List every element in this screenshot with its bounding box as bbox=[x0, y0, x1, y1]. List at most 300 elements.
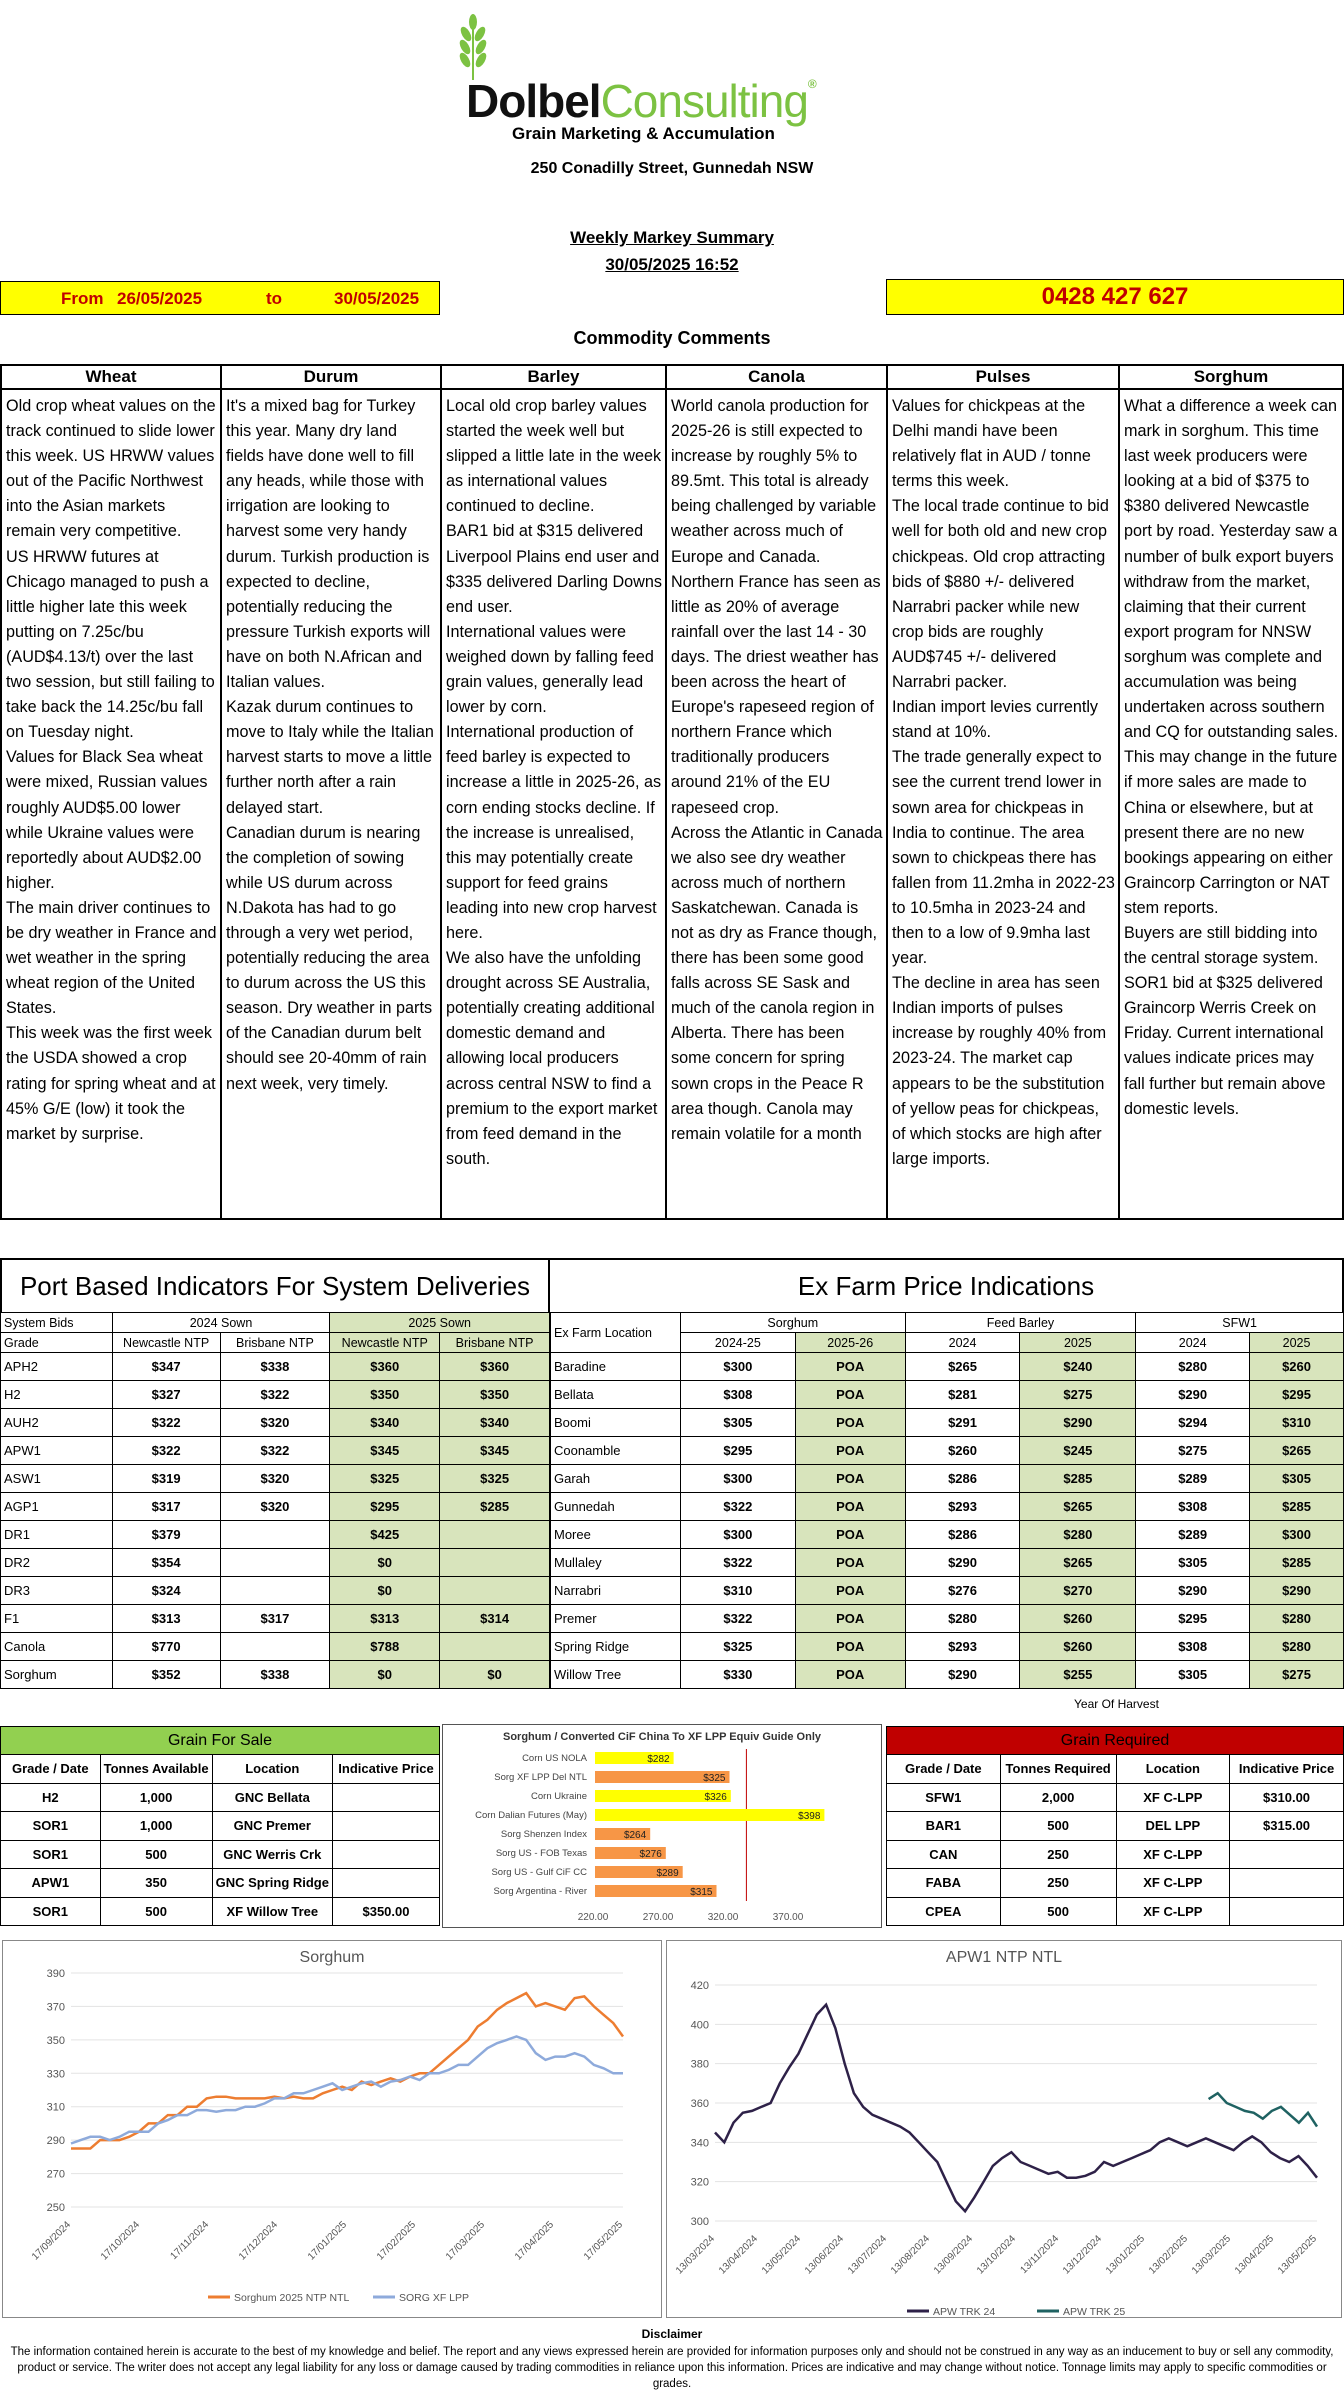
table-row bbox=[551, 1605, 1344, 1633]
price-cell: $325 bbox=[680, 1633, 795, 1661]
price-cell bbox=[440, 1577, 550, 1605]
year-header: 2025 bbox=[1250, 1333, 1344, 1353]
table-cell: XF C-LPP bbox=[1116, 1897, 1229, 1926]
price-cell: POA bbox=[795, 1549, 905, 1577]
grade-header: Grade bbox=[1, 1333, 113, 1353]
column-header: Tonnes Available bbox=[100, 1755, 212, 1784]
y-tick-label: 380 bbox=[690, 2058, 709, 2071]
table-cell: GNC Spring Ridge bbox=[212, 1869, 332, 1898]
price-cell: $265 bbox=[1250, 1437, 1344, 1465]
table-row bbox=[1, 1840, 440, 1869]
price-cell: $350 bbox=[440, 1381, 550, 1409]
price-cell bbox=[440, 1549, 550, 1577]
grade-cell: DR1 bbox=[1, 1521, 113, 1549]
price-cell: $295 bbox=[1250, 1381, 1344, 1409]
price-cell: $788 bbox=[330, 1633, 440, 1661]
column-header: Tonnes Required bbox=[1000, 1755, 1116, 1784]
price-cell: POA bbox=[795, 1661, 905, 1689]
price-cell: $325 bbox=[330, 1465, 440, 1493]
commodity-heading: Barley bbox=[442, 366, 665, 390]
y-tick-label: 350 bbox=[46, 2034, 65, 2047]
price-cell: $295 bbox=[1136, 1605, 1250, 1633]
price-cell: $295 bbox=[330, 1493, 440, 1521]
table-cell: XF Willow Tree bbox=[212, 1897, 332, 1926]
column-header: Grade / Date bbox=[887, 1755, 1001, 1784]
table-row bbox=[1, 1549, 550, 1577]
grade-cell: AUH2 bbox=[1, 1409, 113, 1437]
table-row bbox=[1, 1605, 550, 1633]
price-cell: $317 bbox=[220, 1605, 330, 1633]
price-cell: $305 bbox=[1250, 1465, 1344, 1493]
table-cell: H2 bbox=[1, 1783, 101, 1812]
bar-label: Sorg XF LPP Del NTL bbox=[494, 1772, 587, 1783]
column-header: Indicative Price bbox=[1230, 1755, 1344, 1784]
price-cell: $322 bbox=[220, 1437, 330, 1465]
table-cell bbox=[332, 1783, 439, 1812]
table-row bbox=[1, 1353, 550, 1381]
table-row bbox=[1, 1577, 550, 1605]
y-tick-label: 270 bbox=[46, 2168, 65, 2181]
price-cell: $293 bbox=[905, 1633, 1020, 1661]
table-row bbox=[887, 1783, 1344, 1812]
y-tick-label: 360 bbox=[690, 2098, 709, 2110]
group-header: Feed Barley bbox=[905, 1313, 1136, 1333]
year-header: 2025-26 bbox=[795, 1333, 905, 1353]
y-tick-label: 250 bbox=[46, 2202, 65, 2214]
table-cell: GNC Werris Crk bbox=[212, 1840, 332, 1869]
table-cell: CAN bbox=[887, 1840, 1001, 1869]
sown-2024-header: 2024 Sown bbox=[112, 1313, 330, 1333]
column-header: Newcastle NTP bbox=[112, 1333, 220, 1353]
price-cell: $322 bbox=[112, 1437, 220, 1465]
price-cell: $289 bbox=[1136, 1521, 1250, 1549]
exfarm-location-header: Ex Farm Location bbox=[551, 1313, 681, 1353]
x-tick-label: 13/01/2025 bbox=[1103, 2233, 1148, 2277]
commodity-column-barley bbox=[442, 366, 667, 1218]
price-cell: $270 bbox=[1020, 1577, 1136, 1605]
table-cell: FABA bbox=[887, 1869, 1001, 1898]
location-cell: Narrabri bbox=[551, 1577, 681, 1605]
commodity-text: What a difference a week can mark in sorghum. This time last week producers were looking at a bid of $375 to $380 delivered Newcastle port by road. Yesterday saw a number of bulk export buyers withdraw from the market, claiming that their current export program for NNSW sorghum was complete and accumulation was being undertaken across southern and CQ for outstanding sales. This may change in the future if more sales are made to China or elsewhere, but at present there are no new bookings appearing on either Graincorp Carrington or NAT stem reports. Buyers are still bidding into the central storage system. SOR1 bid at $325 delivered Graincorp Werris Creek on Friday. Current international values indicate prices may fall further but remain above domestic levels. bbox=[1124, 397, 1339, 1118]
price-cell: $360 bbox=[440, 1353, 550, 1381]
location-cell: Moree bbox=[551, 1521, 681, 1549]
table-cell: XF C-LPP bbox=[1116, 1783, 1229, 1812]
location-cell: Premer bbox=[551, 1605, 681, 1633]
table-cell: CPEA bbox=[887, 1897, 1001, 1926]
price-cell: $340 bbox=[440, 1409, 550, 1437]
price-cell: $280 bbox=[1020, 1521, 1136, 1549]
price-cell: $0 bbox=[330, 1549, 440, 1577]
sorghum-line-chart bbox=[2, 1940, 662, 2318]
y-tick-label: 420 bbox=[690, 1980, 709, 1992]
price-cell: $322 bbox=[680, 1549, 795, 1577]
grade-cell: Canola bbox=[1, 1633, 113, 1661]
commodity-column-pulses bbox=[888, 366, 1120, 1218]
commodity-heading: Sorghum bbox=[1120, 366, 1342, 390]
price-cell: $290 bbox=[905, 1549, 1020, 1577]
table-cell: 500 bbox=[100, 1840, 212, 1869]
price-cell: $320 bbox=[220, 1409, 330, 1437]
date-range bbox=[0, 281, 440, 315]
price-cell: $260 bbox=[1250, 1353, 1344, 1381]
price-cell: POA bbox=[795, 1381, 905, 1409]
series-line bbox=[71, 2037, 623, 2144]
table-cell: SOR1 bbox=[1, 1812, 101, 1841]
apw1-line-chart bbox=[666, 1940, 1342, 2318]
column-header: Location bbox=[212, 1755, 332, 1784]
x-tick-label: 13/05/2025 bbox=[1275, 2233, 1320, 2277]
legend-label: APW TRK 25 bbox=[1063, 2306, 1126, 2318]
commodity-comments bbox=[0, 364, 1344, 1220]
price-cell: $300 bbox=[680, 1465, 795, 1493]
price-cell: $340 bbox=[330, 1409, 440, 1437]
grade-cell: AGP1 bbox=[1, 1493, 113, 1521]
table-cell: SOR1 bbox=[1, 1897, 101, 1926]
price-cell: $260 bbox=[905, 1437, 1020, 1465]
location-cell: Coonamble bbox=[551, 1437, 681, 1465]
location-cell: Bellata bbox=[551, 1381, 681, 1409]
price-cell: $275 bbox=[1020, 1381, 1136, 1409]
x-tick-label: 13/09/2024 bbox=[931, 2233, 976, 2277]
price-cell: $260 bbox=[1020, 1633, 1136, 1661]
price-cell: $322 bbox=[680, 1605, 795, 1633]
bar bbox=[595, 1809, 824, 1821]
x-tick-label: 13/07/2024 bbox=[845, 2233, 890, 2277]
commodity-text: Local old crop barley values started the week well but slipped a little late in the week as international values continued to decline. BAR1 bid at $315 delivered Liverpool Plains end user and $335 delivered Darling Downs end user. International values were weighed down by falling feed grain values, generally lead lower by corn. International production of feed barley is expected to increase a little in 2025-26, as corn ending stocks decline. If the increase is unrealised, this may potentially create support for feed grains leading into new crop harvest here. We also have the unfolding drought across SE Australia, potentially creating additional domestic demand and allowing local producers across central NSW to find a premium to the export market from feed demand in the south. bbox=[446, 397, 662, 1168]
apw1-chart-svg bbox=[667, 1941, 1341, 2317]
y-tick-label: 300 bbox=[690, 2216, 709, 2228]
logo bbox=[0, 8, 1344, 143]
x-tick-label: 13/10/2024 bbox=[974, 2233, 1019, 2277]
price-cell: $320 bbox=[220, 1493, 330, 1521]
bar-label: Corn Dalian Futures (May) bbox=[475, 1810, 587, 1821]
x-tick-label: 320.00 bbox=[707, 1912, 739, 1923]
summary-title: Weekly Markey Summary bbox=[570, 228, 774, 247]
wheat-icon bbox=[448, 14, 498, 80]
price-cell bbox=[220, 1633, 330, 1661]
grade-cell: APH2 bbox=[1, 1353, 113, 1381]
price-cell: $324 bbox=[112, 1577, 220, 1605]
price-cell: $281 bbox=[905, 1381, 1020, 1409]
commodity-column-sorghum bbox=[1120, 366, 1342, 1218]
x-tick-label: 17/04/2025 bbox=[512, 2219, 557, 2263]
column-header: Location bbox=[1116, 1755, 1229, 1784]
from-label: From bbox=[61, 289, 104, 308]
commodity-column-canola bbox=[667, 366, 888, 1218]
table-row bbox=[1, 1783, 440, 1812]
table-row bbox=[1, 1812, 440, 1841]
table-row bbox=[1, 1437, 550, 1465]
bar-value-label: $325 bbox=[703, 1773, 726, 1784]
bar-label: Sorg US - Gulf CiF CC bbox=[491, 1867, 587, 1878]
commodity-text: World canola production for 2025-26 is still expected to increase by roughly 5% to 89.5mt. This total is already being challenged by variable weather across much of Europe and Canada. Northern France has seen as little as 20% of average rainfall over the last 14 - 30 days. The driest weather has been across the heart of Europe's rapeseed region of northern France which traditionally producers around 21% of the EU rapeseed crop. Across the Atlantic in Canada we also see dry weather across much of northern Saskatchewan. Canada is not as dry as France though, there has been some good falls across SE Sask and much of the canola region in Alberta. There has been some concern for spring sown crops in the Peace R area though. Canola may remain volatile for a month bbox=[671, 397, 883, 1143]
price-cell: $354 bbox=[112, 1549, 220, 1577]
table-cell: 1,000 bbox=[100, 1812, 212, 1841]
location-cell: Boomi bbox=[551, 1409, 681, 1437]
price-cell: POA bbox=[795, 1465, 905, 1493]
price-cell: $290 bbox=[905, 1661, 1020, 1689]
bar-label: Sorg Shenzen Index bbox=[500, 1829, 587, 1840]
table-cell bbox=[1230, 1869, 1344, 1898]
table-cell: $350.00 bbox=[332, 1897, 439, 1926]
year-header: 2024 bbox=[1136, 1333, 1250, 1353]
x-tick-label: 13/11/2024 bbox=[1018, 2233, 1062, 2276]
table-row bbox=[887, 1812, 1344, 1841]
x-tick-label: 13/05/2024 bbox=[759, 2233, 804, 2277]
system-bids-label: System Bids bbox=[1, 1313, 113, 1333]
y-tick-label: 320 bbox=[690, 2176, 709, 2189]
table-cell bbox=[332, 1812, 439, 1841]
x-tick-label: 370.00 bbox=[772, 1912, 804, 1923]
price-cell: $290 bbox=[1250, 1577, 1344, 1605]
price-cell bbox=[220, 1521, 330, 1549]
price-cell: $317 bbox=[112, 1493, 220, 1521]
price-cell: $294 bbox=[1136, 1409, 1250, 1437]
price-cell: $320 bbox=[220, 1465, 330, 1493]
grade-cell: DR3 bbox=[1, 1577, 113, 1605]
tagline: Grain Marketing & Accumulation bbox=[512, 124, 775, 143]
table-row bbox=[551, 1381, 1344, 1409]
port-table bbox=[0, 1312, 550, 1689]
column-header: Newcastle NTP bbox=[330, 1333, 440, 1353]
price-cell: $308 bbox=[1136, 1633, 1250, 1661]
price-cell: $325 bbox=[440, 1465, 550, 1493]
price-comparison-chart bbox=[442, 1724, 882, 1928]
column-header: Grade / Date bbox=[1, 1755, 101, 1784]
legend-label: APW TRK 24 bbox=[933, 2306, 996, 2318]
price-cell: $286 bbox=[905, 1465, 1020, 1493]
price-cell: $275 bbox=[1136, 1437, 1250, 1465]
y-tick-label: 340 bbox=[690, 2137, 709, 2150]
commodity-heading: Durum bbox=[222, 366, 440, 390]
table-cell: BAR1 bbox=[887, 1812, 1001, 1841]
year-header: 2024 bbox=[905, 1333, 1020, 1353]
y-tick-label: 330 bbox=[46, 2068, 65, 2081]
location-cell: Mullaley bbox=[551, 1549, 681, 1577]
price-cell: $322 bbox=[220, 1381, 330, 1409]
price-cell: $310 bbox=[680, 1577, 795, 1605]
x-tick-label: 13/06/2024 bbox=[802, 2233, 847, 2277]
bar-label: Corn US NOLA bbox=[522, 1753, 587, 1764]
price-cell: $289 bbox=[1136, 1465, 1250, 1493]
table-row bbox=[1, 1465, 550, 1493]
table-row bbox=[551, 1409, 1344, 1437]
price-cell: $360 bbox=[330, 1353, 440, 1381]
grade-cell: ASW1 bbox=[1, 1465, 113, 1493]
table-cell: 2,000 bbox=[1000, 1783, 1116, 1812]
price-cell: $0 bbox=[440, 1661, 550, 1689]
table-cell bbox=[1230, 1897, 1344, 1926]
grade-cell: Sorghum bbox=[1, 1661, 113, 1689]
price-cell: POA bbox=[795, 1493, 905, 1521]
price-cell bbox=[220, 1549, 330, 1577]
table-row bbox=[1, 1409, 550, 1437]
bar-value-label: $264 bbox=[623, 1830, 647, 1841]
price-cell: $285 bbox=[1250, 1549, 1344, 1577]
price-cell: $338 bbox=[220, 1661, 330, 1689]
table-cell: GNC Premer bbox=[212, 1812, 332, 1841]
x-tick-label: 13/08/2024 bbox=[888, 2233, 933, 2277]
table-cell: 250 bbox=[1000, 1840, 1116, 1869]
table-row bbox=[551, 1661, 1344, 1689]
table-row bbox=[887, 1897, 1344, 1926]
price-cell: $255 bbox=[1020, 1661, 1136, 1689]
sown-2025-header: 2025 Sown bbox=[330, 1313, 550, 1333]
grain-for-sale-table bbox=[0, 1726, 440, 1926]
table-cell: APW1 bbox=[1, 1869, 101, 1898]
price-cell: $0 bbox=[330, 1577, 440, 1605]
table-cell: XF C-LPP bbox=[1116, 1840, 1229, 1869]
bar-label: Sorg US - FOB Texas bbox=[495, 1848, 587, 1859]
table-row bbox=[551, 1465, 1344, 1493]
price-cell: $280 bbox=[1136, 1353, 1250, 1381]
grade-cell: H2 bbox=[1, 1381, 113, 1409]
grade-cell: APW1 bbox=[1, 1437, 113, 1465]
table-cell bbox=[332, 1869, 439, 1898]
disclaimer-text: The information contained herein is accurate to the best of my knowledge and belief. The report and any views expressed herein are provided for information purposes only and should not be construed in any way as an inducement to buy or sell any commodity, product or service. The writer does not accept any legal liability for any loss or damage caused by trading commodities in reliance upon this information. Prices are indicative and may change without notice. Tonnage limits may apply to specific commodities or grades. bbox=[10, 2346, 1334, 2390]
price-cell: $322 bbox=[112, 1409, 220, 1437]
y-tick-label: 370 bbox=[46, 2001, 65, 2014]
chart-title: Sorghum bbox=[299, 1949, 365, 1966]
price-cell bbox=[220, 1577, 330, 1605]
price-cell: $265 bbox=[1020, 1493, 1136, 1521]
price-cell: $275 bbox=[1250, 1661, 1344, 1689]
table-cell: 350 bbox=[100, 1869, 212, 1898]
table-cell: $310.00 bbox=[1230, 1783, 1344, 1812]
price-cell: POA bbox=[795, 1605, 905, 1633]
price-cell: $313 bbox=[330, 1605, 440, 1633]
table-cell: 500 bbox=[1000, 1812, 1116, 1841]
from-date: 26/05/2025 bbox=[117, 289, 203, 308]
price-cell: $345 bbox=[330, 1437, 440, 1465]
disclaimer-title: Disclaimer bbox=[641, 2327, 703, 2341]
table-row bbox=[1, 1521, 550, 1549]
commodity-column-durum bbox=[222, 366, 442, 1218]
table-row bbox=[551, 1633, 1344, 1661]
commodity-comments-title: Commodity Comments bbox=[573, 328, 771, 348]
x-tick-label: 17/01/2025 bbox=[305, 2219, 350, 2263]
price-cell: $285 bbox=[1020, 1465, 1136, 1493]
exfarm-table bbox=[550, 1312, 1344, 1689]
table-row bbox=[887, 1840, 1344, 1869]
x-tick-label: 220.00 bbox=[577, 1912, 609, 1923]
price-cell: $379 bbox=[112, 1521, 220, 1549]
price-cell: $314 bbox=[440, 1605, 550, 1633]
price-cell: $245 bbox=[1020, 1437, 1136, 1465]
grade-cell: F1 bbox=[1, 1605, 113, 1633]
price-cell: $240 bbox=[1020, 1353, 1136, 1381]
commodity-column-wheat bbox=[2, 366, 222, 1218]
table-row bbox=[551, 1493, 1344, 1521]
table-row bbox=[551, 1577, 1344, 1605]
grade-cell: DR2 bbox=[1, 1549, 113, 1577]
price-cell: $295 bbox=[680, 1437, 795, 1465]
table-cell: 500 bbox=[1000, 1897, 1116, 1926]
price-cell: $425 bbox=[330, 1521, 440, 1549]
price-cell: $347 bbox=[112, 1353, 220, 1381]
table-cell: XF C-LPP bbox=[1116, 1869, 1229, 1898]
location-cell: Gunnedah bbox=[551, 1493, 681, 1521]
price-cell: $276 bbox=[905, 1577, 1020, 1605]
price-cell bbox=[440, 1633, 550, 1661]
price-cell: $286 bbox=[905, 1521, 1020, 1549]
location-cell: Baradine bbox=[551, 1353, 681, 1381]
price-cell: $305 bbox=[1136, 1661, 1250, 1689]
bar-value-label: $398 bbox=[798, 1811, 821, 1822]
bar-value-label: $289 bbox=[656, 1868, 679, 1879]
commodity-text: Old crop wheat values on the track continued to slide lower this week. US HRWW values out of the Pacific Northwest into the Asian markets remain very competitive. US HRWW futures at Chicago managed to push a little higher late this week putting on 7.25c/bu (AUD$4.13/t) over the last two session, but still failing to take back the 14.25c/bu fall on Tuesday night. Values for Black Sea wheat were mixed, Russian values roughly AUD$5.00 lower while Ukraine values were reportedly about AUD$2.00 higher. The main driver continues to be dry weather in France and wet weather in the spring wheat region of the United States. This week was the first week the USDA showed a crop rating for spring wheat and at 45% G/E (low) it took the market by surprise. bbox=[6, 397, 217, 1143]
y-tick-label: 290 bbox=[46, 2135, 65, 2148]
price-cell: $770 bbox=[112, 1633, 220, 1661]
price-cell: $327 bbox=[112, 1381, 220, 1409]
price-cell bbox=[440, 1521, 550, 1549]
location-cell: Garah bbox=[551, 1465, 681, 1493]
exfarm-title: Ex Farm Price Indications bbox=[550, 1258, 1344, 1312]
series-line bbox=[715, 2005, 1317, 2212]
x-tick-label: 13/04/2024 bbox=[716, 2233, 761, 2277]
table-row bbox=[1, 1661, 550, 1689]
x-tick-label: 17/10/2024 bbox=[98, 2219, 143, 2263]
price-cell: $291 bbox=[905, 1409, 1020, 1437]
port-indicators-title: Port Based Indicators For System Deliveries bbox=[0, 1258, 550, 1312]
table-cell: GNC Bellata bbox=[212, 1783, 332, 1812]
x-tick-label: 17/05/2025 bbox=[581, 2219, 626, 2263]
price-cell: $290 bbox=[1020, 1409, 1136, 1437]
table-row bbox=[1, 1869, 440, 1898]
commodity-heading: Wheat bbox=[2, 366, 220, 390]
table-row bbox=[551, 1437, 1344, 1465]
column-header: Brisbane NTP bbox=[440, 1333, 550, 1353]
bar-chart-svg bbox=[443, 1725, 881, 1927]
price-cell: $280 bbox=[905, 1605, 1020, 1633]
x-tick-label: 13/03/2025 bbox=[1189, 2233, 1234, 2277]
x-tick-label: 270.00 bbox=[642, 1912, 674, 1923]
price-cell: $308 bbox=[1136, 1493, 1250, 1521]
table-row bbox=[551, 1549, 1344, 1577]
price-cell: $305 bbox=[1136, 1549, 1250, 1577]
price-cell: $285 bbox=[440, 1493, 550, 1521]
price-cell: $310 bbox=[1250, 1409, 1344, 1437]
address: 250 Conadilly Street, Gunnedah NSW bbox=[530, 160, 814, 177]
table-row bbox=[887, 1869, 1344, 1898]
bar-value-label: $326 bbox=[704, 1792, 727, 1803]
price-cell: $265 bbox=[1020, 1549, 1136, 1577]
y-tick-label: 390 bbox=[46, 1968, 65, 1980]
price-cell: $352 bbox=[112, 1661, 220, 1689]
price-cell: $300 bbox=[680, 1521, 795, 1549]
sorghum-chart-svg bbox=[3, 1941, 661, 2317]
column-header: Brisbane NTP bbox=[220, 1333, 330, 1353]
price-cell: $322 bbox=[680, 1493, 795, 1521]
bar-value-label: $282 bbox=[647, 1754, 670, 1765]
price-cell: POA bbox=[795, 1633, 905, 1661]
bar-label: Corn Ukraine bbox=[531, 1791, 587, 1802]
brand-name: DolbelConsulting® bbox=[466, 75, 816, 127]
series-line bbox=[1209, 2093, 1317, 2126]
series-line bbox=[71, 1993, 623, 2148]
price-cell: $308 bbox=[680, 1381, 795, 1409]
price-cell: $290 bbox=[1136, 1381, 1250, 1409]
price-cell: $313 bbox=[112, 1605, 220, 1633]
commodity-text: It's a mixed bag for Turkey this year. Many dry land fields have done well to fill any heads, while those with irrigation are looking to harvest some very handy durum. Turkish production is expected to decline, potentially reducing the pressure Turkish exports will have on both N.African and Italian values. Kazak durum continues to move to Italy while the Italian harvest starts to move a little further north after a rain delayed start. Canadian durum is nearing the completion of sowing while US durum across N.Dakota has had to go through a very wet period, potentially reducing the area to durum across the US this season. Dry weather in parts of the Canadian durum belt should see 20-40mm of rain next week, very timely. bbox=[226, 397, 434, 1093]
table-row bbox=[551, 1353, 1344, 1381]
x-tick-label: 17/09/2024 bbox=[29, 2219, 74, 2263]
commodity-heading: Pulses bbox=[888, 366, 1118, 390]
phone-number[interactable]: 0428 427 627 bbox=[886, 279, 1344, 315]
x-tick-label: 17/02/2025 bbox=[374, 2219, 419, 2263]
price-cell: $338 bbox=[220, 1353, 330, 1381]
price-cell: $319 bbox=[112, 1465, 220, 1493]
